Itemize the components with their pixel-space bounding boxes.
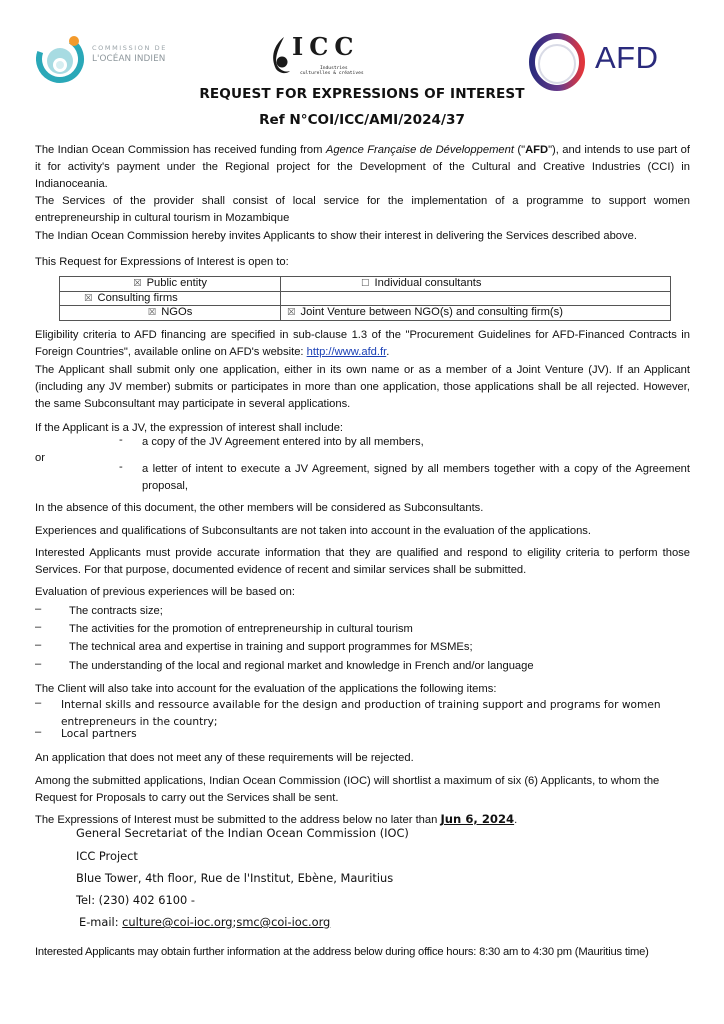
intro-text-quote: (" — [513, 144, 526, 156]
checkbox-checked-icon: ☒ — [287, 307, 296, 319]
shortlist-paragraph: Among the submitted applications, Indian Ocean Commission (IOC) will shortlist a maximum of six (6) Applicants, to whom the Request for Proposals to carry out the Services shall be sent. — [35, 775, 660, 804]
rejection-paragraph: An application that does not meet any of these requirements will be rejected. — [35, 752, 414, 764]
list-dash: - — [119, 434, 123, 446]
icc-logo — [270, 33, 400, 83]
jv-item-2: a letter of intent to execute a JV Agreement, signed by all members together with a copy of the Agreement proposal, — [142, 463, 690, 492]
option-ngos[interactable] — [60, 306, 281, 321]
subconsultants-paragraph: Experiences and qualifications of Subconsultants are not taken into account in the evaluation of the applications. — [35, 525, 592, 537]
list-dash: – — [35, 603, 42, 615]
deadline-end: . — [514, 814, 518, 826]
option-joint-venture[interactable] — [281, 306, 671, 321]
coi-logo-line2: L'OCÉAN INDIEN — [92, 54, 166, 64]
checkbox-unchecked-icon: ☐ — [361, 278, 370, 290]
list-dash: – — [35, 658, 42, 670]
email-link-culture[interactable]: culture@coi-ioc.org — [122, 915, 233, 929]
intro-text-end: "), and intends to use part of it for activity's payment under the Regional project for the Development of the Cultural and Creative Industries (CCI) in Indianoceania. — [35, 144, 690, 190]
eligibility-end: . — [386, 346, 390, 358]
checkbox-checked-icon: ☒ — [133, 278, 142, 290]
accurate-info-paragraph: Interested Applicants must provide accurate information that they are qualified and respond to eligility criteria to perform those Services. For that purpose, documented evidence of recent and similar services shall be submitted. — [35, 547, 690, 576]
open-to-intro: This Request for Expressions of Interest is open to: — [35, 256, 289, 268]
page-title: REQUEST FOR EXPRESSIONS OF INTEREST — [199, 86, 525, 102]
services-paragraph: The Services of the provider shall consist of local service for the implementation of a programme to support women entrepreneurship in cultural tourism in Mozambique — [35, 195, 690, 224]
option-label: NGOs — [161, 306, 193, 319]
email-link-smc[interactable]: smc@coi-ioc.org — [236, 915, 331, 929]
email-separator: ; — [232, 915, 237, 929]
address-line-1: General Secretariat of the Indian Ocean Commission (IOC) — [76, 826, 409, 840]
address-email — [79, 914, 330, 930]
evaluation-item: The technical area and expertise in training and support programmes for MSMEs; — [69, 641, 473, 653]
icc-logo-tagline2: culturelles & créatives — [300, 71, 364, 76]
afd-logo — [527, 32, 677, 92]
icc-emblem-icon — [270, 35, 292, 79]
option-individual-consultants[interactable] — [281, 277, 671, 292]
list-dash: – — [35, 639, 42, 651]
checkbox-checked-icon: ☒ — [84, 292, 93, 304]
icc-logo-tagline1: Industries — [320, 66, 348, 71]
address-line-3: Blue Tower, 4th floor, Rue de l'Institut, Ebène, Mauritius — [76, 871, 394, 885]
option-label: Public entity — [146, 277, 207, 290]
list-dash: – — [35, 621, 42, 633]
deadline-date: Jun 6, 2024 — [440, 812, 515, 826]
list-dash: – — [35, 726, 42, 738]
evaluation-intro: Evaluation of previous experiences will be based on: — [35, 586, 295, 598]
evaluation-item: The understanding of the local and regional market and knowledge in French and/or language — [69, 660, 534, 672]
empty-cell — [281, 291, 671, 306]
coi-logo-line1: COMMISSION DE — [92, 44, 167, 52]
address-phone: Tel: (230) 402 6100 - — [76, 893, 195, 907]
one-application-paragraph: The Applicant shall submit only one application, either in its own name or as a member of a Joint Venture (JV). If an Applicant (including any JV member) submits or participates in more than one application, those applications shall be all rejected. However, the same Subconsultant may participate in several applications. — [35, 364, 690, 410]
client-intro: The Client will also take into account for the evaluation of the applications the following items: — [35, 683, 497, 695]
list-dash: - — [119, 461, 123, 473]
table-row — [60, 306, 671, 321]
invitation-paragraph: The Indian Ocean Commission hereby invites Applicants to show their interest in delivering the Services described above. — [35, 230, 637, 242]
client-item: Internal skills and ressource available for the design and production of training support and programs for women entrepreneurs in the country; — [61, 699, 661, 728]
checkbox-checked-icon: ☒ — [147, 307, 157, 319]
eligibility-paragraph — [35, 327, 690, 361]
afd-ring-icon — [527, 32, 591, 92]
further-info-paragraph: Interested Applicants may obtain further information at the address below during office hours: 8:30 am to 4:30 pm (Mauritius time) — [35, 946, 649, 958]
evaluation-item: The contracts size; — [69, 605, 163, 617]
email-label: E-mail: — [79, 915, 123, 929]
coi-logo — [36, 27, 186, 89]
deadline-text: The Expressions of Interest must be submitted to the address below no later than — [35, 814, 441, 826]
option-consulting-firms[interactable] — [60, 291, 281, 306]
option-public-entity[interactable] — [60, 277, 281, 292]
intro-paragraph — [35, 142, 690, 193]
eligibility-text: Eligibility criteria to AFD financing are specified in sub-clause 1.3 of the "Procurement Guidelines for AFD-Financed Contracts in Foreign Countries", available online on AFD's website: — [35, 329, 690, 358]
jv-item-1: a copy of the JV Agreement entered into by all members, — [142, 436, 424, 448]
absence-paragraph: In the absence of this document, the other members will be considered as Subconsultants. — [35, 502, 484, 514]
eligible-applicants-table — [59, 276, 671, 321]
option-label: Joint Venture between NGO(s) and consulting firm(s) — [300, 306, 563, 319]
option-label: Individual consultants — [374, 277, 482, 290]
client-item: Local partners — [61, 728, 137, 740]
afd-abbrev-bold: AFD — [525, 144, 549, 156]
option-label: Consulting firms — [97, 291, 178, 304]
evaluation-item: The activities for the promotion of entrepreneurship in cultural tourism — [69, 623, 413, 635]
jv-or: or — [35, 452, 45, 464]
afd-logo-name: AFD — [595, 40, 659, 75]
reference-number: Ref N°COI/ICC/AMI/2024/37 — [259, 112, 465, 128]
afd-website-link[interactable]: http://www.afd.fr — [306, 346, 387, 358]
list-dash: – — [35, 697, 42, 709]
jv-intro: If the Applicant is a JV, the expression of interest shall include: — [35, 422, 344, 434]
address-line-2: ICC Project — [76, 849, 138, 863]
table-row — [60, 291, 671, 306]
afd-name-italic: Agence Française de Développement — [325, 144, 514, 156]
intro-text: The Indian Ocean Commission has received funding from — [35, 144, 326, 156]
table-row — [60, 277, 671, 292]
icc-logo-name: ICC — [292, 32, 360, 61]
coi-emblem-icon — [36, 27, 88, 85]
